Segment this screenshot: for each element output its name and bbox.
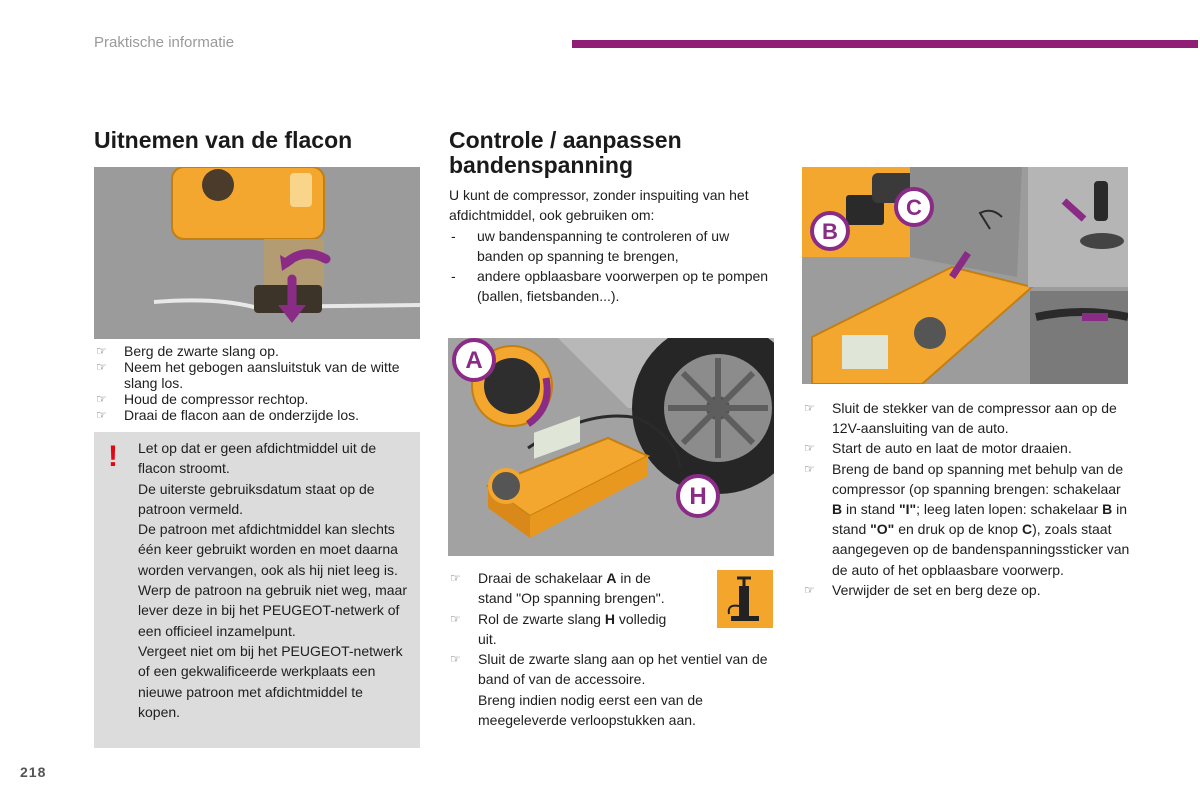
intro-text: U kunt de compressor, zonder inspuiting van het afdichtmiddel, ook gebruiken om: xyxy=(449,187,749,224)
list-item: ☞ Start de auto en laat de motor draaien. xyxy=(802,438,1130,458)
list-item: - uw bandenspanning te controleren of uw banden op spanning te brengen, xyxy=(449,226,769,267)
list-item: - andere opblaasbare voorwerpen op te pompen (ballen, fietsbanden...). xyxy=(449,266,769,307)
inflate-icon xyxy=(717,570,773,628)
header-accent-bar xyxy=(572,40,1198,48)
left-title: Uitnemen van de flacon xyxy=(94,127,353,153)
section-header: Praktische informatie xyxy=(94,34,235,51)
list-item: ☞ Breng de band op spanning met behulp van de compressor (op spanning brengen: schakelaar B in stand "I"; leeg laten lopen: schakelaar B in stand "O" en druk op de knop C), zoals staat aangegeven op de bandenspanningssticker van de auto of het opblaasbare voorwerp. xyxy=(802,459,1130,580)
warning-paragraph: De uiterste gebruiksdatum staat op de patroon vermeld. xyxy=(138,480,375,517)
list-item: ☞ Neem het gebogen aansluitstuk van de witte slang los. xyxy=(94,359,414,391)
middle-title: Controle / aanpassen bandenspanning xyxy=(449,127,682,178)
middle-intro xyxy=(449,185,769,307)
list-item: ☞ Draai de schakelaar A in de stand "Op spanning brengen". xyxy=(448,568,778,609)
warning-paragraph: Vergeet niet om bij het PEUGEOT-netwerk of een gekwalificeerde werkplaats een nieuwe patroon met afdichtmiddel te kopen. xyxy=(138,642,403,720)
label-h: H xyxy=(689,483,707,510)
cartridge-removal-illustration xyxy=(94,167,420,339)
label-a: A xyxy=(465,347,483,374)
list-item: ☞ Berg de zwarte slang op. xyxy=(94,343,414,359)
list-item: ☞ Draai de flacon aan de onderzijde los. xyxy=(94,407,414,423)
left-steps xyxy=(94,343,414,423)
page-number: 218 xyxy=(20,764,47,780)
list-item: ☞ Sluit de stekker van de compressor aan op de 12V-aansluiting van de auto. xyxy=(802,398,1130,438)
warning-box xyxy=(94,432,420,748)
label-b: B xyxy=(822,219,838,244)
warning-paragraph: Werp de patroon na gebruik niet weg, maar lever deze in bij het PEUGEOT-netwerk of een officieel inzamelpunt. xyxy=(138,582,408,639)
list-item: ☞ Sluit de zwarte slang aan op het ventiel van de band of van de accessoire. Breng indien nodig eerst een van de meegeleverde verloopstukken aan. xyxy=(448,649,778,730)
list-item: ☞ Verwijder de set en berg deze op. xyxy=(802,580,1130,600)
warning-paragraph: De patroon met afdichtmiddel kan slechts één keer gebruikt worden en moet daarna worden vervangen, ook als hij niet leeg is. xyxy=(138,521,398,578)
list-item: ☞ Rol de zwarte slang H volledig uit. xyxy=(448,609,778,650)
uses-list xyxy=(449,226,769,307)
plug-connection-illustration xyxy=(802,167,1128,384)
label-c: C xyxy=(906,195,922,220)
warning-text xyxy=(138,438,408,722)
list-item: ☞ Houd de compressor rechtop. xyxy=(94,391,414,407)
warning-icon: ! xyxy=(108,440,118,473)
compressor-wheel-illustration xyxy=(448,338,774,556)
warning-paragraph: Let op dat er geen afdichtmiddel uit de flacon stroomt. xyxy=(138,440,377,477)
right-steps xyxy=(802,398,1130,600)
